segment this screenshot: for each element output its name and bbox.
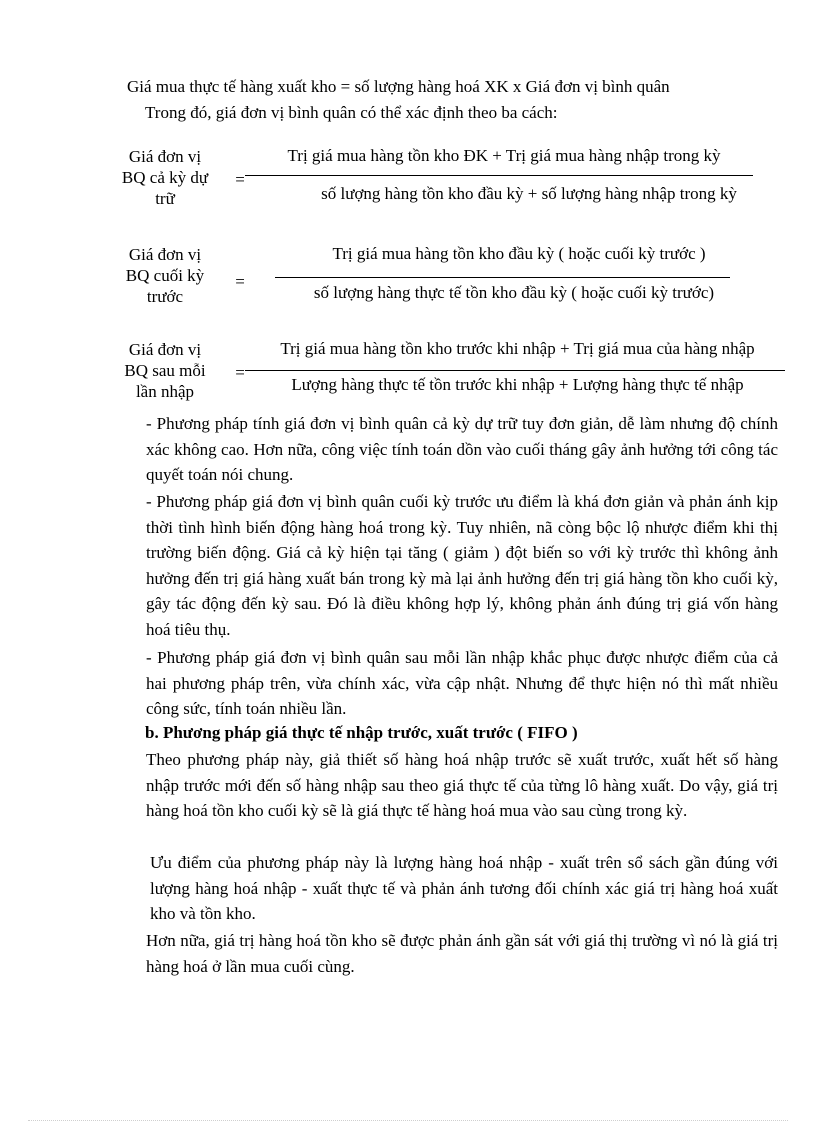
fraction-bar: [245, 370, 785, 371]
equals-sign: =: [235, 272, 245, 291]
fraction-bar: [275, 277, 730, 278]
equals-sign: =: [235, 170, 245, 189]
formula-label: [100, 146, 230, 209]
paragraph-text: Ưu điểm của phương pháp này là lượng hàng hoá nhập - xuất trên sổ sách gần đúng với lượng hàng hoá nhập - xuất thực tế và phản ánh tương đối chính xác giá trị hàng hoá xuất kho và tồn kho.: [150, 853, 778, 923]
formula-average-period: [100, 146, 800, 216]
formula-label-line: BQ cuối kỳ: [125, 266, 205, 285]
section-heading-fifo: b. Phương pháp giá thực tế nhập trước, xuất trước ( FIFO ): [145, 723, 578, 742]
paragraph-text: Hơn nữa, giá trị hàng hoá tồn kho sẽ được phản ánh gần sát với giá thị trường vì nó là giá trị hàng hoá ở lần mua cuối cùng.: [146, 931, 778, 976]
formula-numerator: Trị giá mua hàng tồn kho trước khi nhập + Trị giá mua của hàng nhập: [280, 339, 755, 358]
formula-numerator: Trị giá mua hàng tồn kho ĐK + Trị giá mua hàng nhập trong kỳ: [287, 146, 721, 165]
formula-label-line: trữ: [155, 189, 175, 208]
formula-denominator: số lượng hàng tồn kho đầu kỳ + số lượng hàng nhập trong kỳ: [321, 184, 737, 203]
paragraph-fifo-description: [114, 747, 778, 824]
intro-line-2: Trong đó, giá đơn vị bình quân có thể xác định theo ba cách:: [145, 103, 558, 122]
formula-label-line: trước: [146, 287, 184, 306]
paragraph-fifo-market: [114, 928, 778, 979]
paragraph-fifo-advantage: [114, 850, 778, 927]
paragraph-method-average-period: [114, 411, 778, 488]
formula-label: [100, 339, 230, 402]
paragraph-text: - Phương pháp giá đơn vị bình quân cuối kỳ trước ưu điểm là khá đơn giản và phản ánh kịp thời tình hình biến động hàng hoá trong kỳ. Tuy nhiên, nã còng bộc lộ nhược điểm khi thị trường biến động. Giá cả kỳ hiện tại tăng ( giảm ) đột biến so với kỳ trước thì không ảnh hưởng đến trị giá hàng xuất bán trong kỳ mà lại ảnh hưởng đến trị giá hàng tồn kho cuối kỳ, gây tác động đến kỳ sau. Đó là điều không hợp lý, không phản ánh đúng trị giá vốn hàng hoá tiêu thụ.: [146, 492, 778, 639]
fraction-bar: [245, 175, 753, 176]
formula-denominator: số lượng hàng thực tế tồn kho đầu kỳ ( hoặc cuối kỳ trước): [313, 283, 715, 302]
paragraph-method-previous-period: [114, 489, 778, 642]
intro-line-1: Giá mua thực tế hàng xuất kho = số lượng hàng hoá XK x Giá đơn vị bình quân: [127, 77, 670, 96]
page-bottom-divider: [28, 1120, 788, 1121]
formula-label-line: Giá đơn vị: [128, 340, 202, 359]
paragraph-text: Theo phương pháp này, giả thiết số hàng hoá nhập trước sẽ xuất trước, xuất hết số hàng nhập trước mới đến số hàng nhập sau theo giá thực tế của từng lô hàng xuất. Do vậy, giá trị hàng hoá tồn kho cuối kỳ sẽ là giá thực tế hàng hoá mua vào sau cùng trong kỳ.: [146, 750, 778, 820]
formula-denominator: Lượng hàng thực tế tồn trước khi nhập + Lượng hàng thực tế nhập: [291, 375, 744, 394]
formula-label-line: BQ cả kỳ dự: [121, 168, 209, 187]
paragraph-method-after-each-entry: [114, 645, 778, 722]
formula-previous-period: [100, 244, 800, 314]
formula-after-each-entry: [100, 339, 800, 409]
formula-label-line: lần nhập: [135, 382, 195, 401]
formula-label-line: Giá đơn vị: [128, 147, 202, 166]
equals-sign: =: [235, 363, 245, 382]
formula-numerator: Trị giá mua hàng tồn kho đầu kỳ ( hoặc cuối kỳ trước ): [332, 244, 706, 263]
formula-label: [100, 244, 230, 307]
paragraph-text: - Phương pháp tính giá đơn vị bình quân cả kỳ dự trữ tuy đơn giản, dễ làm nhưng độ chính xác không cao. Hơn nữa, công việc tính toán dồn vào cuối tháng gây ảnh hưởng tới công tác quyết toán nói chung.: [146, 414, 778, 484]
paragraph-text: - Phương pháp giá đơn vị bình quân sau mỗi lần nhập khắc phục được nhược điểm của cả hai phương pháp trên, vừa chính xác, vừa cập nhật. Nhưng để thực hiện nó thì mất nhiều công sức, tính toán nhiều lần.: [146, 648, 778, 718]
formula-label-line: Giá đơn vị: [128, 245, 202, 264]
formula-label-line: BQ sau mỗi: [124, 361, 206, 380]
